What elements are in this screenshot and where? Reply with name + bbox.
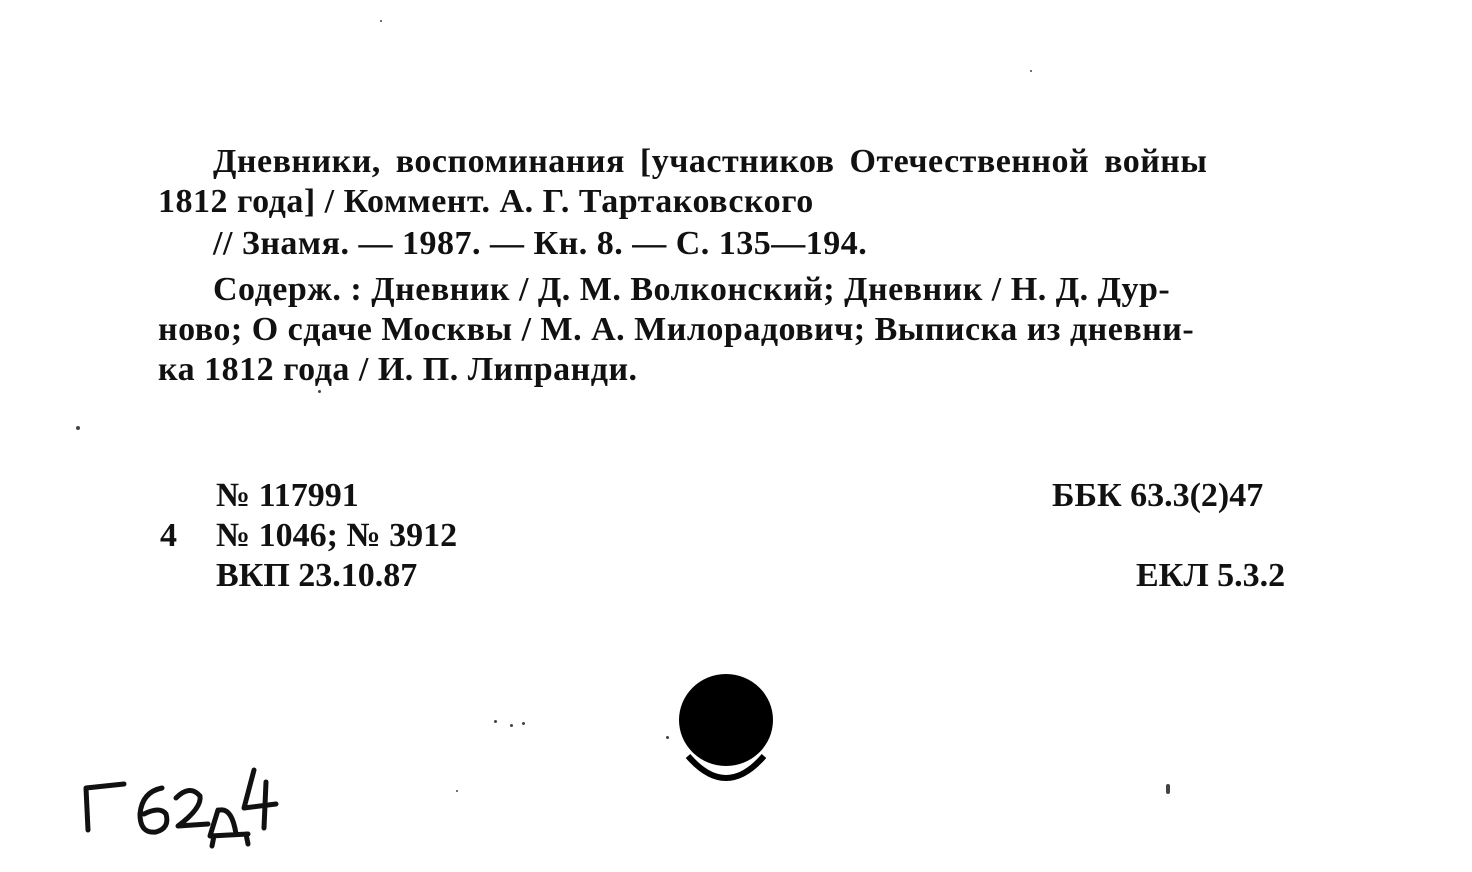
record-number: № 117991 [216, 477, 359, 514]
inventory-numbers: № 1046; № 3912 [216, 517, 458, 554]
scan-speck [666, 736, 669, 739]
scan-speck [494, 720, 497, 723]
scan-speck [76, 426, 80, 430]
handwritten-shelf-mark [80, 762, 290, 852]
date-stamp: ВКП 23.10.87 [216, 557, 418, 594]
ekl-code: ЕКЛ 5.3.2 [1136, 557, 1286, 594]
punch-hole [676, 672, 776, 787]
bbk-code: ББК 63.3(2)47 [1052, 477, 1264, 514]
scan-speck [318, 390, 321, 393]
contents-line-3: ка 1812 года / И. П. Липранди. [158, 351, 638, 388]
contents-line-2: ново; О сдаче Москвы / М. А. Милорадович; Выписка из дневни- [158, 311, 1195, 348]
scan-speck [510, 724, 513, 727]
contents-line-1: Содерж. : Дневник / Д. М. Волконский; Дневник / Н. Д. Дур- [213, 271, 1171, 308]
copies-count: 4 [160, 517, 177, 554]
entry-source-line: // Знамя. — 1987. — Кн. 8. — С. 135—194. [213, 225, 868, 262]
scan-speck [380, 20, 382, 22]
scan-speck [456, 790, 458, 792]
scan-speck [522, 722, 525, 725]
scan-speck [1166, 784, 1170, 794]
entry-title-line-1: Дневники, воспоминания [участников Отечественной войны [213, 143, 1208, 180]
scan-speck [1030, 70, 1032, 72]
entry-title-line-2: 1812 года] / Коммент. А. Г. Тартаковского [158, 183, 814, 220]
